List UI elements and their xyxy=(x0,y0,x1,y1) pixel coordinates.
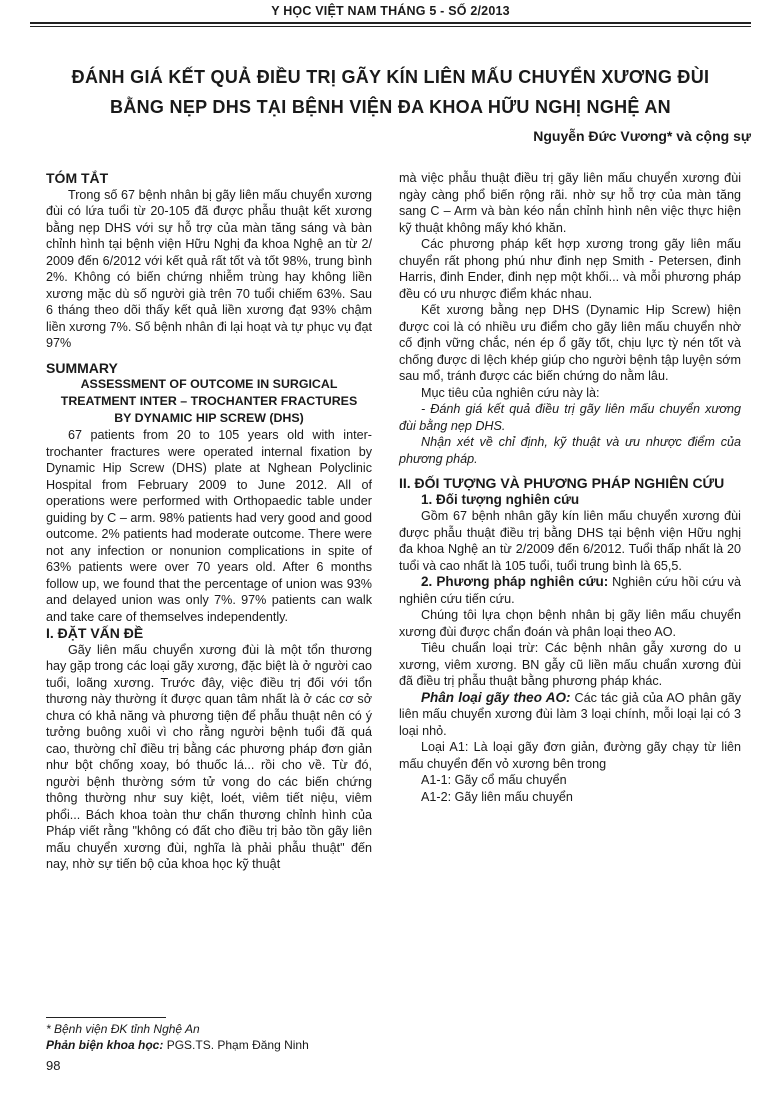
subsection2-text: Nghiên cứu hồi cứu và nghiên cứu tiến cứu. xyxy=(399,575,741,606)
summary-heading: SUMMARY xyxy=(46,359,118,376)
section1-paragraph-1-continued: mà việc phẫu thuật điều trị gãy liên mấu chuyển xương đùi ngày càng phổ biến rộng rãi. nhờ sự hỗ trợ của màn tăng sang C – Arm và bàn kéo nắn chỉnh hình nên việc thực hiện kỹ thuật không mấy khó khăn. xyxy=(399,171,741,235)
section2-paragraph-1: Gồm 67 bệnh nhân gãy kín liên mấu chuyển xương đùi được phẫu thuật điều trị bằng DHS tại bệnh viện Hữu nghị đa khoa Nghệ an từ 2/2009 đến 6/2012. Tuổi thấp nhất là 20 tuổi và cao nhất là 105 tuổi, tuổi trung bình là 65,5. xyxy=(399,509,741,573)
summary-text: 67 patients from 20 to 105 years old with inter-trochanter fractures were operated internal fixation by Dynamic Hip Screw (DHS) plate at Nghean Polyclinic Hospital from February 2009 to June 2012. All of operations were performed with Orthopaedic table under guiding by C – arm. 98% patients had very good and good outcome. 2% patients had moderate outcome. There were not any infection or nonunion complications in spite of 63% patients were over 70 years old. After 6 months follow up, we found that the percentage of union was 93% and delayed union was only 7%. 97% patients can walk and take care of themselves independently. xyxy=(46,428,372,624)
tomtat-text: Trong số 67 bệnh nhân bị gãy liên mấu chuyển xương đùi có lứa tuổi từ 20-105 đã được phẫu thuật kết xương bằng nẹp DHS với sự hỗ trợ của màn tăng sáng và bàn chỉnh hình tại bệnh viện Hữu Nghị đa khoa Nghệ an từ 2/ 2009 đến 6/2012 với kết quả rất tốt và tốt 98%, trung bình 2%. Không có biến chứng nhiễm trùng hay không liền xương mặc dù số người già trên 70 tuổi chiếm 63%. Sau 6 tháng theo dõi thấy kết quả liền xương đạt 93% chậm liền xương 7%. Số bệnh nhân đi lại hoạt và tự phục vụ đạt 97% xyxy=(46,187,372,350)
left-column xyxy=(46,170,372,873)
author-line: Nguyễn Đức Vương* và cộng sự xyxy=(533,128,751,144)
objective-2: Nhận xét về chỉ định, kỹ thuật và ưu nhược điểm của phương pháp. xyxy=(399,435,741,466)
title-line-1: ĐÁNH GIÁ KẾT QUẢ ĐIỀU TRỊ GÃY KÍN LIÊN MẤU CHUYỂN XƯƠNG ĐÙI xyxy=(71,67,710,87)
ao-heading: Phân loại gãy theo AO: xyxy=(421,689,571,705)
subsection1-heading: 1. Đối tượng nghiên cứu xyxy=(421,491,580,507)
right-column xyxy=(399,170,741,805)
objective-1: - Đánh giá kết quả điều trị gãy liên mấu chuyển xương đùi bằng nẹp DHS. xyxy=(399,402,741,433)
summary-title-3: BY DYNAMIC HIP SCREW (DHS) xyxy=(114,411,304,425)
footnote-rule xyxy=(46,1017,166,1018)
reviewer-label: Phản biện khoa học: xyxy=(46,1038,164,1052)
tomtat-heading: TÓM TẮT xyxy=(46,170,109,186)
footnote-reviewer xyxy=(46,1037,309,1053)
spacer xyxy=(46,352,372,360)
header-rule xyxy=(30,22,751,27)
summary-title-1: ASSESSMENT OF OUTCOME IN SURGICAL xyxy=(80,377,338,391)
section1-paragraph-1: Gãy liên mấu chuyển xương đùi là một tổn thương hay gặp trong các loại gãy xương, đặc biệt là ở người cao tuổi, loãng xương. Trước đây, việc điều trị đối với tổn thương này thường ít được quan tâm nhất là ở các cơ sở chưa có khả năng và phương tiện để phẫu thuật nên có ý tưởng buông xuôi vì cho rằng người bệnh tuổi đã quá cao, thường chỉ điều trị bằng các phương pháp đơn giản như bột chống xoay, bó thuốc lá... rồi cho về. Từ đó, người bệnh thường sớm tử vong do các biến chứng thông thường như suy kiệt, loét, viêm tiết niệu, viêm phổi... Bách khoa toàn thư chấn thương chỉnh hình của Pháp viết rằng "không có đất cho điều trị bảo tồn gãy liên mấu chuyển xương đùi, nghĩa là phải phẫu thuật" đến nay, nhờ sự tiến bộ của khoa học kỹ thuật xyxy=(46,642,372,871)
summary-title-2: TREATMENT INTER – TROCHANTER FRACTURES xyxy=(60,394,358,408)
ao-type-a1-1: A1-1: Gãy cổ mấu chuyển xyxy=(421,773,567,787)
section1-paragraph-4: Mục tiêu của nghiên cứu này là: xyxy=(421,385,600,400)
spacer xyxy=(399,467,741,475)
title-line-2: BẰNG NẸP DHS TẠI BỆNH VIỆN ĐA KHOA HỮU NGHỊ NGHỆ AN xyxy=(110,97,671,117)
section1-paragraph-3: Kết xương bằng nẹp DHS (Dynamic Hip Screw) hiện được coi là có nhiều ưu điểm cho gãy liên mấu chuyển nhờ cố định vững chắc, nén ép ổ gãy tốt, chịu lực tỳ nén tốt và chống được di lệch khép giúp cho người bệnh tập luyện sớm sau mổ, tránh được các biến chứng do nằm lâu. xyxy=(399,303,741,383)
footnote-affiliation: * Bệnh viện ĐK tỉnh Nghệ An xyxy=(46,1022,200,1036)
ao-type-a1: Loại A1: Là loại gãy đơn giản, đường gãy chạy từ liên mấu chuyển đến vỏ xương bên trong xyxy=(399,740,741,771)
subsection2-heading: 2. Phương pháp nghiên cứu: xyxy=(421,574,609,589)
section2-paragraph-2: Chúng tôi lựa chọn bệnh nhân bị gãy liên mấu chuyển xương đùi được chẩn đoán và phân loại theo AO. xyxy=(399,608,741,639)
page-number: 98 xyxy=(46,1058,61,1073)
section1-paragraph-2: Các phương pháp kết hợp xương trong gãy liên mấu chuyển rất phong phú như đinh nẹp Smith - Petersen, đinh Harris, đinh Ender, đinh nẹp một khối... và mỗi phương pháp đều có ưu nhược điểm khác nhau. xyxy=(399,237,741,301)
section2-heading: II. ĐỐI TƯỢNG VÀ PHƯƠNG PHÁP NGHIÊN CỨU xyxy=(399,475,725,491)
reviewer-name: PGS.TS. Phạm Đăng Ninh xyxy=(166,1038,309,1052)
section2-paragraph-3: Tiêu chuẩn loại trừ: Các bệnh nhân gẫy xương do u xương, viêm xương. BN gẫy cũ liền mấu chuẩn xương đùi đã điều trị phẫu thuật bằng phương pháp khác. xyxy=(399,641,741,688)
ao-type-a1-2: A1-2: Gãy liên mấu chuyển xyxy=(421,789,573,804)
ao-text: Các tác giả của AO phân gãy liên mấu chuyển xương đùi làm 3 loại chính, mỗi loại lại có 3 loại nhỏ. xyxy=(399,690,741,738)
subsection2-paragraph xyxy=(399,574,741,607)
article-title xyxy=(40,62,741,122)
journal-header: Y HỌC VIỆT NAM THÁNG 5 - SỐ 2/2013 xyxy=(271,4,510,18)
section1-heading: I. ĐẶT VẤN ĐỀ xyxy=(46,625,144,641)
ao-paragraph xyxy=(399,690,741,740)
footnote xyxy=(46,1021,309,1053)
